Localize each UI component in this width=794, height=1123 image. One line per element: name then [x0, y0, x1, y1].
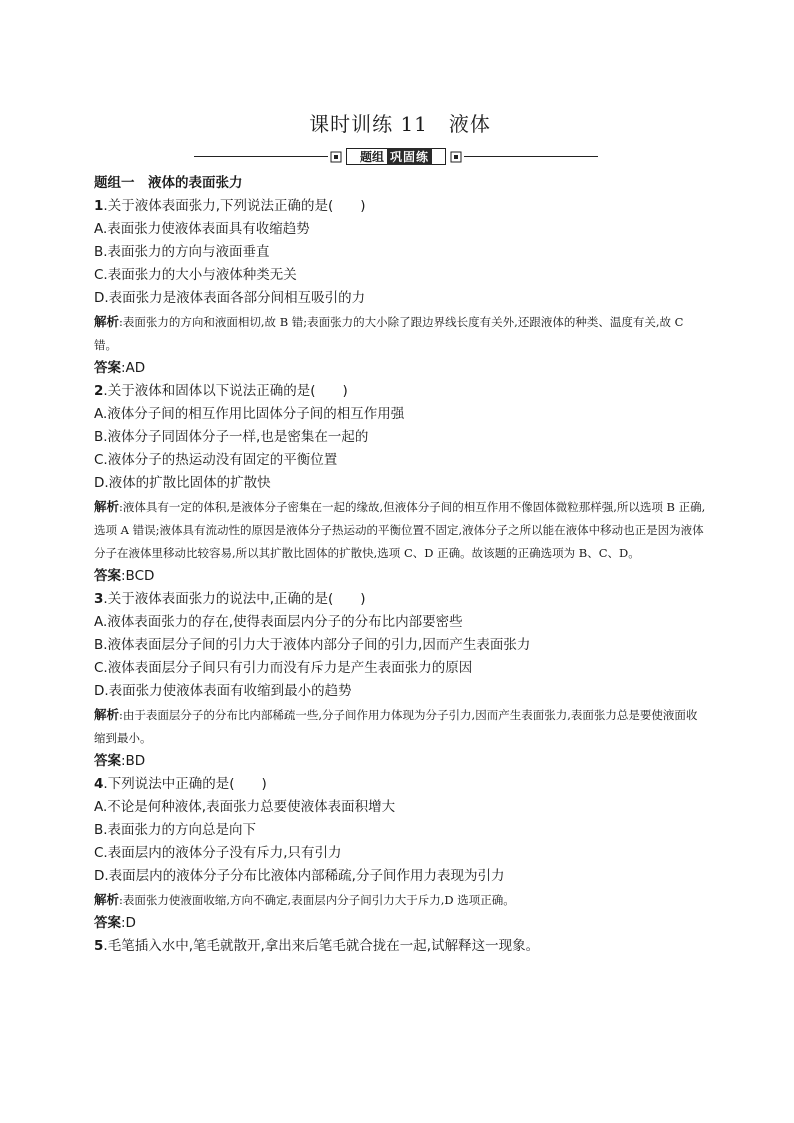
explanation [94, 310, 706, 357]
question-number: 2 [94, 383, 104, 399]
option-b: B.液体表面层分子间的引力大于液体内部分子间的引力,因而产生表面张力 [94, 637, 531, 653]
option-d: D.表面层内的液体分子分布比液体内部稀疏,分子间作用力表现为引力 [94, 868, 505, 884]
question-text: .关于液体表面张力,下列说法正确的是( ) [103, 198, 366, 214]
banner-label [346, 148, 446, 165]
option-a: A.液体表面张力的存在,使得表面层内分子的分布比内部要密些 [94, 614, 463, 630]
answer-text: :BD [121, 753, 146, 769]
answer [94, 750, 706, 773]
answer [94, 565, 706, 588]
answer-text: :D [121, 915, 136, 931]
question-stem [94, 380, 706, 403]
option-a: A.不论是何种液体,表面张力总要使液体表面积增大 [94, 799, 396, 815]
explanation-text: :由于表面层分子的分布比内部稀疏一些,分子间作用力体现为分子引力,因而产生表面张力,表面张力总是要使液面收缩到最小。 [94, 708, 698, 745]
question-stem [94, 935, 706, 958]
question-5 [94, 935, 706, 958]
banner-ornament-right-icon [450, 151, 462, 163]
option-d: D.表面张力是液体表面各部分间相互吸引的力 [94, 290, 366, 306]
question-2 [94, 380, 706, 588]
option-a: A.表面张力使液体表面具有收缩趋势 [94, 221, 310, 237]
group-heading: 题组一 液体的表面张力 [94, 175, 243, 191]
question-4 [94, 773, 706, 935]
option-c: C.液体分子的热运动没有固定的平衡位置 [94, 452, 338, 468]
question-text: .关于液体和固体以下说法正确的是( ) [103, 383, 348, 399]
answer [94, 357, 706, 380]
explanation-label: 解析 [94, 499, 120, 514]
question-stem [94, 773, 706, 796]
question-text: .下列说法中正确的是( ) [103, 776, 267, 792]
banner-rule-right [464, 156, 598, 157]
question-stem [94, 195, 706, 218]
explanation [94, 495, 706, 565]
question-number: 1 [94, 198, 104, 214]
question-number: 4 [94, 776, 104, 792]
question-3 [94, 588, 706, 773]
option-c: C.液体表面层分子间只有引力而没有斥力是产生表面张力的原因 [94, 660, 473, 676]
question-text: .毛笔插入水中,笔毛就散开,拿出来后笔毛就合拢在一起,试解释这一现象。 [103, 938, 540, 954]
explanation-label: 解析 [94, 707, 120, 722]
answer-label: 答案 [94, 753, 121, 769]
banner-label-right: 巩固练 [387, 148, 432, 165]
question-text: .关于液体表面张力的说法中,正确的是( ) [103, 591, 366, 607]
question-number: 3 [94, 591, 104, 607]
banner-rule-left [194, 156, 328, 157]
answer-label: 答案 [94, 915, 121, 931]
option-d: D.表面张力使液体表面有收缩到最小的趋势 [94, 683, 352, 699]
option-b: B.液体分子同固体分子一样,也是密集在一起的 [94, 429, 369, 445]
option-c: C.表面张力的大小与液体种类无关 [94, 267, 297, 283]
answer-text: :AD [121, 360, 146, 376]
question-1 [94, 195, 706, 380]
banner-ornament-left-icon [330, 151, 342, 163]
question-list [94, 172, 706, 958]
answer-text: :BCD [121, 568, 155, 584]
answer-label: 答案 [94, 568, 121, 584]
option-a: A.液体分子间的相互作用比固体分子间的相互作用强 [94, 406, 405, 422]
explanation-label: 解析 [94, 314, 120, 329]
answer-label: 答案 [94, 360, 121, 376]
question-number: 5 [94, 938, 104, 954]
option-b: B.表面张力的方向与液面垂直 [94, 244, 270, 260]
option-c: C.表面层内的液体分子没有斥力,只有引力 [94, 845, 342, 861]
explanation [94, 888, 706, 912]
answer [94, 912, 706, 935]
question-stem [94, 588, 706, 611]
banner-label-left: 题组 [359, 150, 384, 164]
page-title: 课时训练 11 液体 [309, 112, 491, 136]
section-banner [194, 148, 598, 166]
explanation-text: :表面张力的方向和液面相切,故 B 错;表面张力的大小除了跟边界线长度有关外,还跟液体的种类、温度有关,故 C 错。 [94, 315, 684, 352]
option-b: B.表面张力的方向总是向下 [94, 822, 257, 838]
explanation [94, 703, 706, 750]
explanation-label: 解析 [94, 892, 120, 907]
option-d: D.液体的扩散比固体的扩散快 [94, 475, 271, 491]
explanation-text: :表面张力使液面收缩,方向不确定,表面层内分子间引力大于斥力,D 选项正确。 [119, 893, 515, 907]
explanation-text: :液体具有一定的体积,是液体分子密集在一起的缘故,但液体分子间的相互作用不像固体微粒那样强,所以选项 B 正确,选项 A 错误;液体具有流动性的原因是液体分子热运动的平衡位置不固定,液体分子之所以能在液体中移动也正是因为液体分子在液体里移动比较容易,所以其扩散比固体的扩散快,选项 C、D 正确。故该题的正确选项为 B、C、D。 [94, 500, 706, 560]
